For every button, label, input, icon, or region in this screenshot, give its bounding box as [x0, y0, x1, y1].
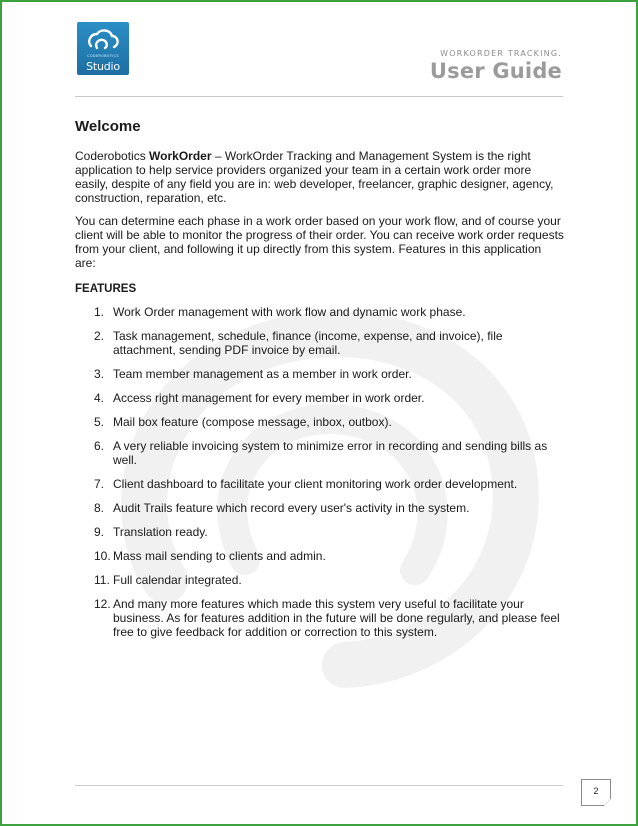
features-list — [75, 305, 565, 639]
list-number: 1. — [94, 305, 105, 319]
list-text: Access right management for every member in work order. — [113, 391, 425, 405]
list-text: Task management, schedule, finance (income, expense, and invoice), file attachment, sending PDF invoice by email. — [113, 329, 503, 357]
document-title: User Guide — [429, 59, 562, 83]
cloud-logo-icon — [85, 28, 121, 54]
footer-divider — [75, 785, 563, 786]
list-item — [75, 329, 565, 357]
list-text: Mass mail sending to clients and admin. — [113, 549, 326, 563]
list-number: 5. — [94, 415, 105, 429]
list-text: Work Order management with work flow and dynamic work phase. — [113, 305, 466, 319]
list-item — [75, 415, 565, 429]
list-item — [75, 549, 565, 563]
logo-brand-text: Studio — [86, 60, 120, 73]
product-name: WorkOrder — [149, 149, 212, 163]
document-body — [75, 117, 565, 649]
page-number: 2 — [593, 786, 599, 796]
list-number: 10. — [94, 549, 111, 563]
list-number: 12. — [94, 597, 111, 611]
list-number: 4. — [94, 391, 105, 405]
page-curl-icon — [604, 799, 611, 806]
features-heading: FEATURES — [75, 283, 137, 295]
list-number: 3. — [94, 367, 105, 381]
list-text: And many more features which made this system very useful to facilitate your business. As for features addition in the future will be done regularly, and please feel free to give feedback for addition or correction to this system. — [113, 597, 560, 639]
description-paragraph: You can determine each phase in a work order based on your work flow, and of course your client will be able to monitor the progress of their order. You can receive work order requests from your client, and following it up directly from this system. Features in this application are: — [75, 214, 564, 270]
list-item — [75, 597, 565, 639]
list-item — [75, 525, 565, 539]
list-item — [75, 439, 565, 467]
list-number: 11. — [94, 573, 110, 587]
logo-brand-small: CODEROBOTICS — [87, 54, 119, 58]
list-text: Audit Trails feature which record every user's activity in the system. — [113, 501, 470, 515]
list-text: Client dashboard to facilitate your client monitoring work order development. — [113, 477, 518, 491]
header-kicker: WORKORDER TRACKING. — [440, 49, 562, 58]
section-title: Welcome — [75, 118, 141, 135]
list-item — [75, 391, 565, 405]
intro-paragraph — [75, 149, 565, 205]
company-logo — [77, 22, 129, 75]
list-number: 8. — [94, 501, 105, 515]
list-number: 6. — [94, 439, 105, 453]
header-divider — [75, 96, 563, 97]
list-number: 9. — [94, 525, 105, 539]
list-text: Translation ready. — [113, 525, 208, 539]
list-number: 2. — [94, 329, 105, 343]
list-text: Full calendar integrated. — [113, 573, 242, 587]
intro-lead: Coderobotics — [75, 149, 150, 163]
list-number: 7. — [94, 477, 105, 491]
list-text: Mail box feature (compose message, inbox, outbox). — [113, 415, 392, 429]
intro-rest: – WorkOrder Tracking and Management System is the right application to help service providers organized your team in a certain work order more easily, despite of any field you are in: web developer, freelancer, graphic designer, agency, construction, reparation, etc. — [75, 149, 554, 205]
list-item — [75, 305, 565, 319]
list-item — [75, 573, 565, 587]
list-text: Team member management as a member in work order. — [113, 367, 412, 381]
list-item — [75, 367, 565, 381]
list-item — [75, 477, 565, 491]
page-number-badge — [581, 779, 611, 806]
list-text: A very reliable invoicing system to minimize error in recording and sending bills as well. — [113, 439, 548, 467]
list-item — [75, 501, 565, 515]
